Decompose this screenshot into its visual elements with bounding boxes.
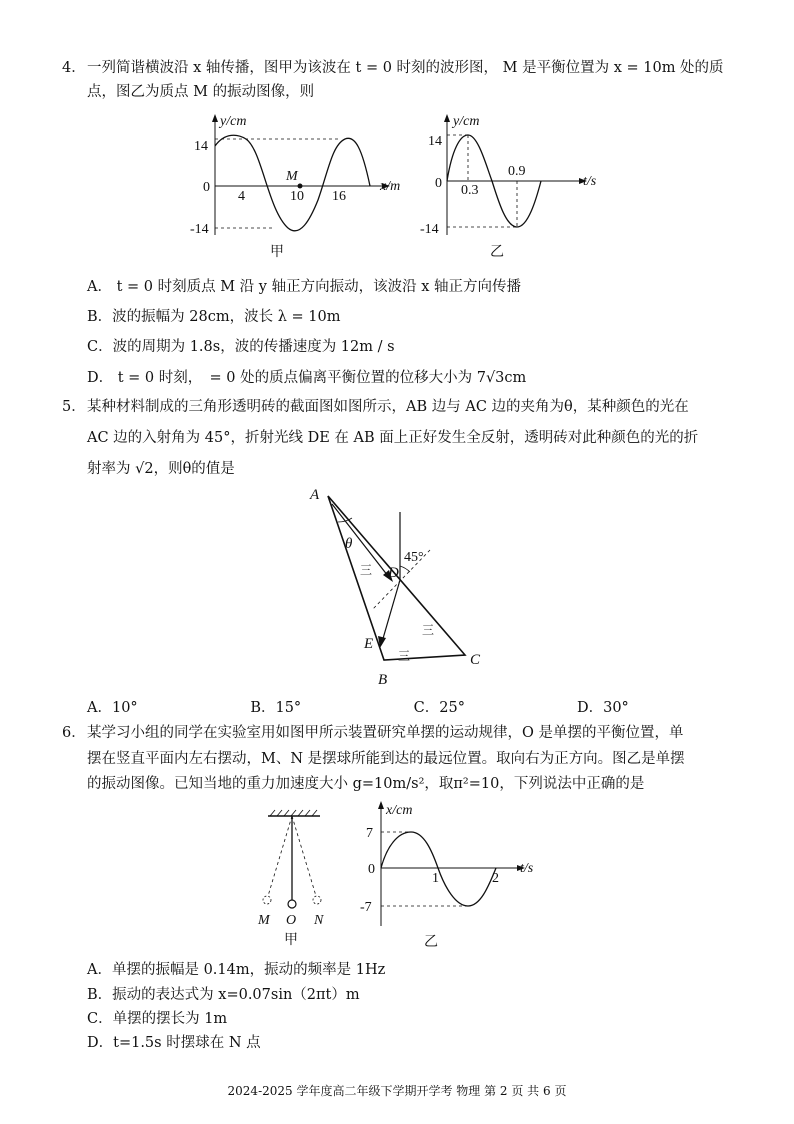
q6-option-a[interactable]: A．单摆的振幅是 0.14m，振动的频率是 1Hz	[87, 962, 386, 978]
q6-option-d[interactable]: D．t=1.5s 时摆球在 N 点	[87, 1035, 261, 1051]
q6-number: 6．	[62, 725, 86, 741]
q5-prism-figure	[300, 482, 500, 692]
q6-tick-2: 2	[492, 871, 499, 886]
jia-xlabel: x/m	[380, 179, 401, 194]
q6-graph-caption: 乙	[424, 935, 438, 950]
q5-options	[87, 696, 707, 717]
q6-stem-line3: 的振动图像。已知当地的重力加速度大小 g=10m/s²，取π²=10，下列说法中正确的是	[87, 776, 645, 792]
label-e: E	[364, 636, 374, 652]
q6-origin: 0	[368, 862, 375, 877]
label-m: M	[258, 913, 270, 928]
yi-xlabel: t/s	[583, 174, 597, 189]
label-theta: θ	[345, 536, 353, 552]
jia-point-m: M	[286, 169, 298, 184]
bob-m	[263, 896, 271, 904]
jia-ylabel: y/cm	[220, 114, 247, 129]
q5-option-a[interactable]: A．10°	[87, 700, 138, 716]
bob-n	[313, 896, 321, 904]
label-d: D	[388, 565, 399, 581]
label-n: N	[314, 913, 324, 928]
label-c: C	[470, 652, 481, 668]
label-a: A	[310, 487, 320, 503]
yi-y-top: 14	[428, 134, 442, 149]
q5-option-d[interactable]: D．30°	[576, 700, 629, 716]
q4-option-b[interactable]: B．波的振幅为 28cm，波长 λ = 10m	[87, 309, 341, 325]
q6-xlabel: t/s	[520, 861, 534, 876]
jia-tick-10: 10	[290, 189, 304, 204]
q5-stem-line2: AC 边的入射角为 45°，折射光线 DE 在 AB 面上正好发生全反射，透明砖对此种颜色的光的折	[87, 430, 699, 446]
q6-stem-line1: 某学习小组的同学在实验室用如图甲所示装置研究单摆的运动规律，O 是单摆的平衡位置，单	[87, 725, 684, 741]
yi-tick-03: 0.3	[461, 183, 479, 198]
q4-number: 4．	[62, 60, 86, 76]
yi-origin: 0	[435, 176, 442, 191]
q5-stem-line1: 某种材料制成的三角形透明砖的截面图如图所示，AB 边与 AC 边的夹角为θ，某种颜色的光在	[87, 399, 689, 415]
yi-ylabel: y/cm	[453, 114, 480, 129]
jia-caption: 甲	[270, 245, 284, 260]
hatch-mark-3: 三	[398, 649, 411, 663]
page-footer: 2024-2025 学年度高二年级下学期开学考 物理 第 2 页 共 6 页	[227, 1084, 567, 1098]
q6-pendulum-figure	[250, 808, 340, 953]
label-45-deg: 45°	[404, 550, 424, 565]
q4-option-c[interactable]: C．波的周期为 1.8s，波的传播速度为 12m / s	[87, 339, 395, 355]
jia-y-bottom: -14	[190, 222, 209, 237]
q6-vibration-figure	[360, 796, 550, 951]
q6-y-top: 7	[366, 826, 373, 841]
point-m-marker	[298, 184, 303, 189]
jia-y-top: 14	[194, 139, 208, 154]
q5-option-c[interactable]: C．25°	[413, 700, 465, 716]
yi-caption: 乙	[490, 245, 504, 260]
q4-stem-line1: 一列简谐横波沿 x 轴传播，图甲为该波在 t = 0 时刻的波形图， M 是平衡位置为 x = 10m 处的质	[87, 60, 724, 76]
q6-tick-1: 1	[432, 871, 439, 886]
q4-stem-line2: 点，图乙为质点 M 的振动图像，则	[87, 84, 315, 100]
yi-y-bottom: -14	[420, 222, 439, 237]
jia-origin: 0	[203, 180, 210, 195]
yi-tick-09: 0.9	[508, 164, 526, 179]
label-o: O	[286, 913, 297, 928]
q6-y-bottom: -7	[360, 900, 372, 915]
q4-option-d[interactable]: D． t = 0 时刻， = 0 处的质点偏离平衡位置的位移大小为 7√3cm	[87, 370, 527, 386]
jia-tick-16: 16	[332, 189, 346, 204]
q5-stem-line3: 射率为 √2，则θ的值是	[87, 461, 235, 477]
q5-number: 5．	[62, 399, 86, 415]
q6-stem-line2: 摆在竖直平面内左右摆动，M、N 是摆球所能到达的最远位置。取向右为正方向。图乙是单摆	[87, 751, 685, 767]
pendulum-caption: 甲	[284, 933, 298, 948]
label-b: B	[378, 672, 388, 688]
q6-option-c[interactable]: C．单摆的摆长为 1m	[87, 1011, 228, 1027]
q5-option-b[interactable]: B．15°	[250, 700, 302, 716]
hatch-mark-2: 三	[422, 623, 435, 637]
q4-figure-yi	[420, 110, 610, 260]
bob-o	[288, 900, 296, 908]
q6-ylabel: x/cm	[386, 803, 413, 818]
jia-tick-4: 4	[238, 189, 245, 204]
q6-option-b[interactable]: B．振动的表达式为 x=0.07sin（2πt）m	[87, 987, 360, 1003]
hatch-mark-1: 三	[360, 563, 373, 577]
q4-option-a[interactable]: A． t = 0 时刻质点 M 沿 y 轴正方向振动，该波沿 x 轴正方向传播	[87, 279, 521, 295]
q4-figure-jia	[190, 110, 415, 260]
